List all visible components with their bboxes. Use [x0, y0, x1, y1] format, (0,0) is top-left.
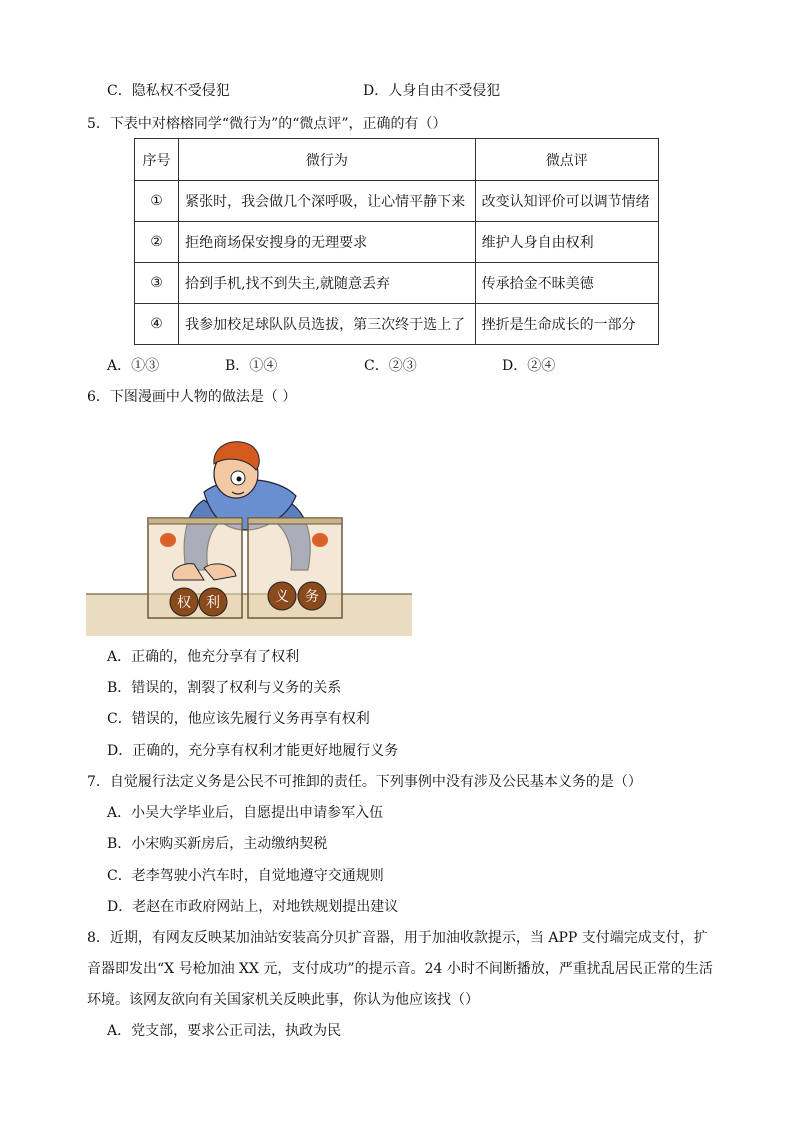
box-duties: [248, 518, 342, 618]
q7-option-b: B．小宋购买新房后，主动缴纳契税: [107, 836, 328, 852]
q5-stem: 5．下表中对榕榕同学“微行为”的“微点评”，正确的有（）: [87, 116, 447, 132]
q7-option-a: A．小吴大学毕业后，自愿提出申请参军入伍: [107, 805, 384, 821]
q6-stem: 6．下图漫画中人物的做法是（ ）: [87, 389, 297, 405]
q4-option-c: C．隐私权不受侵犯: [107, 83, 230, 99]
row-number: ④: [135, 304, 179, 345]
q5-option-d: D．②④: [502, 358, 556, 374]
q7-option-d: D．老赵在市政府网站上，对地铁规划提出建议: [107, 899, 399, 915]
q6-option-a: A．正确的，他充分享有了权利: [107, 649, 300, 665]
ball-label-li: 利: [206, 595, 220, 611]
q6-option-d: D．正确的，充分享有权利才能更好地履行义务: [107, 743, 399, 759]
row-behavior: 我参加校足球队队员选拔，第三次终于选上了: [179, 304, 476, 345]
q8-stem-line-1: 8．近期，有网友反映某加油站安装高分贝扩音器，用于加油收款提示，当 APP 支付端完成支付，扩: [87, 930, 708, 946]
q4-option-d: D．人身自由不受侵犯: [363, 83, 501, 99]
row-behavior: 拾到手机,找不到失主,就随意丢弃: [179, 263, 476, 304]
q8-option-a: A．党支部，要求公正司法，执政为民: [107, 1023, 342, 1039]
ball-label-yi: 义: [275, 589, 289, 605]
header-comment: 微点评: [475, 139, 658, 181]
ball-label-wu: 务: [305, 589, 319, 605]
table-row: [135, 222, 659, 263]
row-comment: 改变认知评价可以调节情绪: [475, 181, 658, 222]
q6-option-b: B．错误的，割裂了权利与义务的关系: [107, 680, 342, 696]
q8-stem-line-2: 音器即发出“X 号枪加油 XX 元，支付成功”的提示音。24 小时不间断播放，严重扰乱居民正常的生活: [87, 961, 713, 977]
header-number: 序号: [135, 139, 179, 181]
header-behavior: 微行为: [179, 139, 476, 181]
row-number: ②: [135, 222, 179, 263]
q5-option-a: A．①③: [107, 358, 160, 374]
table-header-row: [135, 139, 659, 181]
ball-label-quan: 权: [177, 595, 191, 611]
row-behavior: 紧张时，我会做几个深呼吸，让心情平静下来: [179, 181, 476, 222]
table-row: [135, 263, 659, 304]
row-number: ③: [135, 263, 179, 304]
q8-stem-line-3: 环境。该网友欲向有关国家机关反映此事，你认为他应该找（）: [87, 992, 479, 1008]
comic-illustration: [86, 430, 412, 636]
row-comment: 传承拾金不昧美德: [475, 263, 658, 304]
row-behavior: 拒绝商场保安搜身的无理要求: [179, 222, 476, 263]
table-row: [135, 181, 659, 222]
table-row: [135, 304, 659, 345]
row-comment: 挫折是生命成长的一部分: [475, 304, 658, 345]
row-number: ①: [135, 181, 179, 222]
row-comment: 维护人身自由权利: [475, 222, 658, 263]
q6-option-c: C．错误的，他应该先履行义务再享有权利: [107, 711, 370, 727]
q5-option-b: B．①④: [225, 358, 278, 374]
q5-table: [134, 138, 659, 345]
q5-option-c: C．②③: [364, 358, 417, 374]
q7-stem: 7．自觉履行法定义务是公民不可推卸的责任。下列事例中没有涉及公民基本义务的是（）: [87, 774, 642, 790]
q7-option-c: C．老李驾驶小汽车时，自觉地遵守交通规则: [107, 868, 384, 884]
